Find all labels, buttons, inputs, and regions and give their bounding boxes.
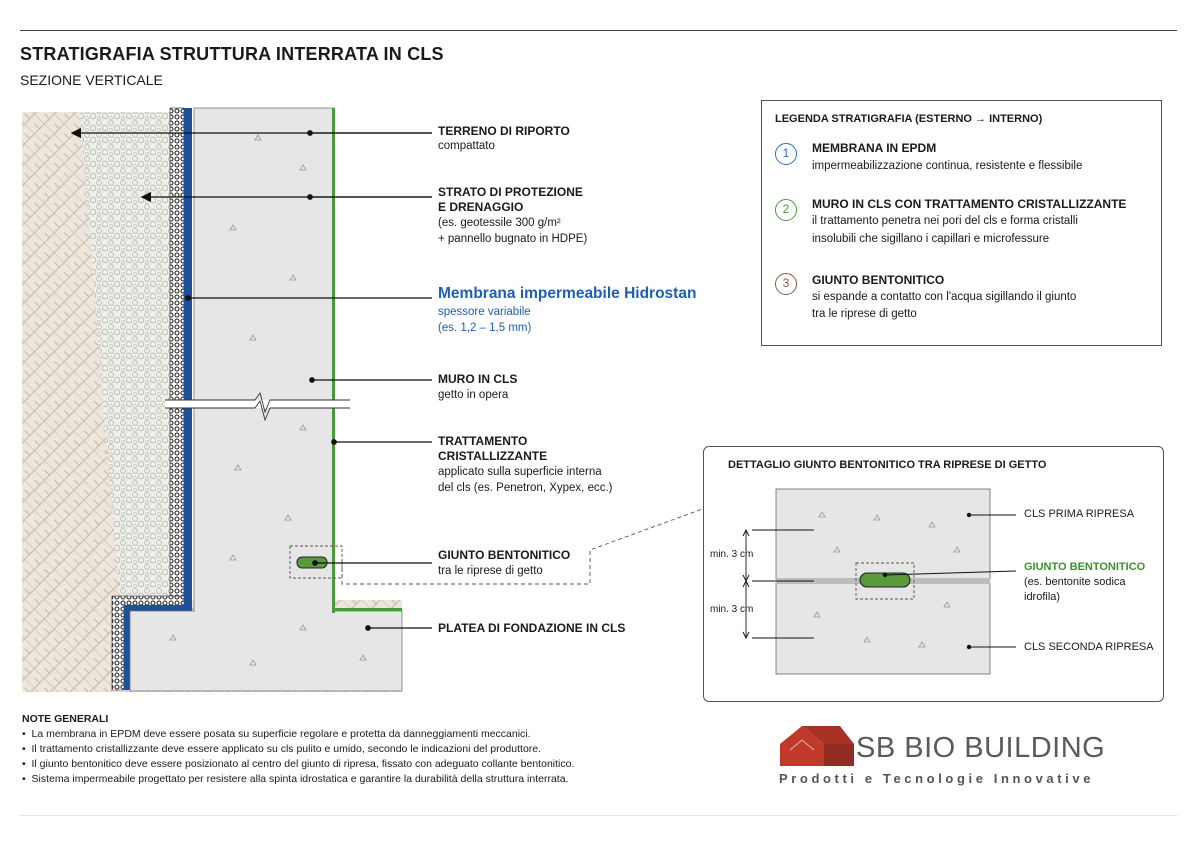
label-terreno-title: TERRENO DI RIPORTO	[438, 124, 570, 138]
bottom-rule	[20, 815, 1177, 816]
detail-cls-bottom	[776, 583, 990, 674]
legend-item-3-title: GIUNTO BENTONITICO	[812, 273, 945, 287]
legend-box	[761, 100, 1162, 346]
legend-item-2-desc-2: insolubili che sigillano i capillari e microfessure	[812, 233, 1050, 245]
detail-box	[703, 446, 1164, 702]
legend-number-3: 3	[775, 273, 797, 295]
detail-giunto-desc-1: (es. bentonite sodica	[1024, 576, 1126, 588]
note-item: • La membrana in EPDM deve essere posata su superficie regolare e protetta da danneggiamenti meccanici.	[22, 728, 531, 740]
note-text-1: La membrana in EPDM deve essere posata su superficie regolare e protetta da danneggiamenti meccanici.	[31, 728, 531, 740]
crystalline-layer	[332, 108, 335, 613]
label-giunto-title: GIUNTO BENTONITICO	[438, 548, 571, 562]
label-membrana-title: Membrana impermeabile Hidrostan	[438, 285, 697, 302]
label-membrana-desc-2: (es. 1,2 – 1,5 mm)	[438, 322, 532, 334]
label-protezione-title-1: STRATO DI PROTEZIONE	[438, 185, 583, 199]
general-notes	[22, 712, 574, 787]
detail-giunto-label: GIUNTO BENTONITICO	[1024, 561, 1146, 573]
membrane-layer	[184, 108, 192, 605]
crystalline-layer-slab	[334, 608, 402, 611]
detail-drawing	[704, 447, 1162, 699]
notes-title: NOTE GENERALI	[22, 713, 109, 725]
label-trattamento-title-1: TRATTAMENTO	[438, 434, 528, 448]
legend-number-2: 2	[775, 199, 797, 221]
slab-concrete	[130, 611, 402, 691]
dim-bottom-label: min. 3 cm	[710, 604, 754, 615]
label-muro-title: MURO IN CLS	[438, 372, 518, 386]
label-trattamento-desc-2: del cls (es. Penetron, Xypex, ecc.)	[438, 482, 613, 494]
logo-name: SB BIO BUILDING	[856, 732, 1106, 764]
page-subtitle: SEZIONE VERTICALE	[20, 72, 163, 88]
label-muro-desc: getto in opera	[438, 389, 509, 401]
note-text-4: Sistema impermeabile progettato per resistere alla spinta idrostatica e garantire la durabilità della struttura interrata.	[31, 773, 569, 785]
detail-giunto-desc-2: idrofila)	[1024, 591, 1061, 603]
legend-title: LEGENDA STRATIGRAFIA (ESTERNO → INTERNO)	[775, 113, 1043, 125]
legend-item-2-desc-1: il trattamento penetra nei pori del cls e forma cristalli	[812, 215, 1078, 227]
label-giunto-desc: tra le riprese di getto	[438, 565, 543, 577]
detail-cls-seconda-label: CLS SECONDA RIPRESA	[1024, 641, 1154, 653]
detail-title: DETTAGLIO GIUNTO BENTONITICO TRA RIPRESE DI GETTO	[728, 459, 1047, 471]
logo-tagline: Prodotti e Tecnologie Innovative	[779, 771, 1095, 786]
dim-top-label: min. 3 cm	[710, 549, 754, 560]
legend-item-1-desc: impermeabilizzazione continua, resistente e flessibile	[812, 160, 1083, 172]
note-item: • Sistema impermeabile progettato per resistere alla spinta idrostatica e garantire la durabilità della struttura interrata.	[22, 773, 569, 785]
detail-cls-prima-label: CLS PRIMA RIPRESA	[1024, 508, 1135, 520]
legend-number-1: 1	[775, 143, 797, 165]
label-protezione-title-2: E DRENAGGIO	[438, 200, 524, 214]
label-trattamento-title-2: CRISTALLIZZANTE	[438, 449, 548, 463]
detail-cls-top	[776, 489, 990, 579]
label-terreno-desc: compattato	[438, 140, 495, 152]
label-membrana-desc-1: spessore variabile	[438, 306, 531, 318]
legend-item-1-title: MEMBRANA IN EPDM	[812, 141, 937, 155]
legend-item-3-desc-2: tra le riprese di getto	[812, 308, 917, 320]
label-trattamento-desc-1: applicato sulla superficie interna	[438, 466, 602, 478]
label-platea-title: PLATEA DI FONDAZIONE IN CLS	[438, 621, 626, 635]
note-item: • Il trattamento cristallizzante deve essere applicato su cls pulito e umido, secondo le indicazioni del produttore.	[22, 743, 542, 755]
label-protezione-desc-1: (es. geotessile 300 g/m²	[438, 217, 561, 229]
note-text-3: Il giunto bentonitico deve essere posizionato al centro del giunto di ripresa, fissato con adeguato collante bentonitico.	[31, 758, 575, 770]
legend-item-3-desc-1: si espande a contatto con l'acqua sigillando il giunto	[812, 291, 1077, 303]
wall-slab-joint-cover	[195, 605, 333, 615]
legend-item-2-title: MURO IN CLS CON TRATTAMENTO CRISTALLIZZANTE	[812, 197, 1127, 211]
note-text-2: Il trattamento cristallizzante deve essere applicato su cls pulito e umido, secondo le indicazioni del produttore.	[31, 743, 542, 755]
note-item: • Il giunto bentonitico deve essere posizionato al centro del giunto di ripresa, fissato con adeguato collante bentonitico.	[22, 758, 575, 770]
logo-house-icon	[780, 724, 854, 768]
label-protezione-desc-2: + pannello bugnato in HDPE)	[438, 233, 588, 245]
wall-concrete	[194, 108, 334, 613]
page-title: STRATIGRAFIA STRUTTURA INTERRATA IN CLS	[20, 44, 444, 64]
drainage-layer	[170, 108, 184, 600]
